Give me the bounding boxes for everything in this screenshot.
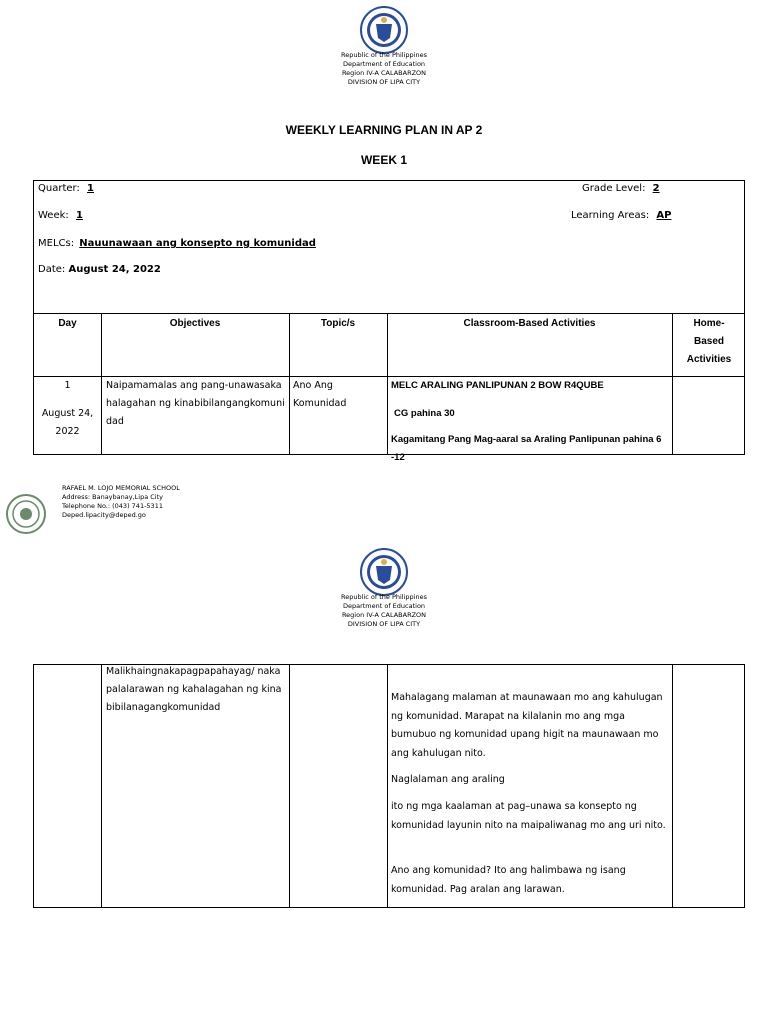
melcs-field: MELCs: Nauunawaan ang konsepto ng komunidad [38, 238, 316, 249]
date-field: Date: August 24, 2022 [38, 264, 161, 275]
grade-level-value: 2 [652, 183, 660, 194]
learning-plan-table [33, 180, 745, 463]
table-top-rule [34, 313, 744, 314]
row1-activity-cg: CG pahina 30 [394, 408, 455, 419]
school-seal-icon [6, 494, 46, 534]
activity-paragraph: ito ng mga kaalaman at pag–unawa sa konsepto ng komunidad layunin nito na maipaliwanag mo ang uri nito. [391, 801, 666, 831]
row1-date: August 24, 2022 [41, 408, 94, 437]
learning-plan-table-continued [33, 664, 745, 908]
week-value: 1 [75, 210, 83, 221]
deped-seal-icon [360, 6, 408, 54]
melcs-value: Nauunawaan ang konsepto ng komunidad [79, 238, 316, 249]
division-line: DIVISION OF LIPA CITY [347, 620, 421, 628]
region-line: Region IV-A CALABARZON [341, 69, 427, 77]
activity-paragraph: Ano ang komunidad? Ito ang halimbawa ng isang komunidad. Pag aralan ang larawan. [391, 865, 626, 895]
row1-day: 1 [64, 380, 71, 391]
agency-header [284, 51, 484, 87]
header-classroom-activities: Classroom-Based Activities [463, 318, 596, 329]
header-objectives: Objectives [169, 318, 221, 329]
quarter-field: Quarter: 1 [38, 183, 107, 194]
row1-topic: Ano Ang Komunidad [293, 380, 347, 409]
department-line: Department of Education [342, 60, 426, 68]
activity-paragraph: Mahalagang malaman at maunawaan mo ang kahulugan ng komunidad. Marapat na kilalanin mo ang mga bumubuo ng komunidad upang higit na maunawaan mo ang kahulugan nito. [391, 692, 663, 759]
date-value: August 24, 2022 [68, 264, 161, 275]
col-divider [289, 313, 290, 454]
row2-objective: Malikhaingnakapagpapahayag/ nakapalalarawan ng kahalagahan ng kinabibilanagangkomunidad [106, 666, 282, 713]
activity-paragraph: Naglalaman ang araling [391, 774, 505, 785]
deped-seal-icon [360, 548, 408, 596]
row1-objective: Naipamamalas ang pang-unawasakahalagahan ng kinabibilangangkomunidad [106, 380, 285, 427]
header-home-activities: Home-Based Activities [686, 318, 732, 365]
row1-activity-kagamitan: Kagamitang Pang Mag-aaral sa Araling Panlipunan pahina 6 -12 [391, 434, 662, 463]
school-address: Address: Banaybanay,Lipa City [62, 493, 164, 501]
document-title: WEEKLY LEARNING PLAN IN AP 2 [285, 123, 483, 137]
department-line: Department of Education [342, 602, 426, 610]
school-name: RAFAEL M. LOJO MEMORIAL SCHOOL [62, 484, 180, 492]
school-email: Deped.lipacity@deped.go [62, 511, 146, 519]
header-day: Day [58, 318, 77, 329]
col-divider [289, 665, 290, 907]
learning-areas-field: Learning Areas: AP [571, 210, 678, 221]
division-line: DIVISION OF LIPA CITY [347, 78, 421, 86]
col-divider [101, 665, 102, 907]
week-title: WEEK 1 [360, 153, 407, 167]
row1-activity-melc: MELC ARALING PANLIPUNAN 2 BOW R4QUBE [391, 380, 604, 391]
col-divider [387, 313, 388, 454]
republic-line: Republic of the Philippines [341, 593, 427, 601]
header-topics: Topic/s [320, 318, 356, 329]
agency-header [284, 593, 484, 629]
col-divider [672, 665, 673, 907]
learning-areas-value: AP [656, 210, 672, 221]
quarter-value: 1 [87, 183, 94, 194]
school-footer [62, 484, 180, 520]
republic-line: Republic of the Philippines [341, 51, 427, 59]
col-divider [387, 665, 388, 907]
region-line: Region IV-A CALABARZON [341, 611, 427, 619]
col-divider [101, 313, 102, 454]
grade-level-field: Grade Level: 2 [582, 183, 660, 194]
col-divider [672, 313, 673, 454]
school-telephone: Telephone No.: (043) 741-5311 [62, 502, 163, 510]
week-field: Week: 1 [38, 210, 86, 221]
